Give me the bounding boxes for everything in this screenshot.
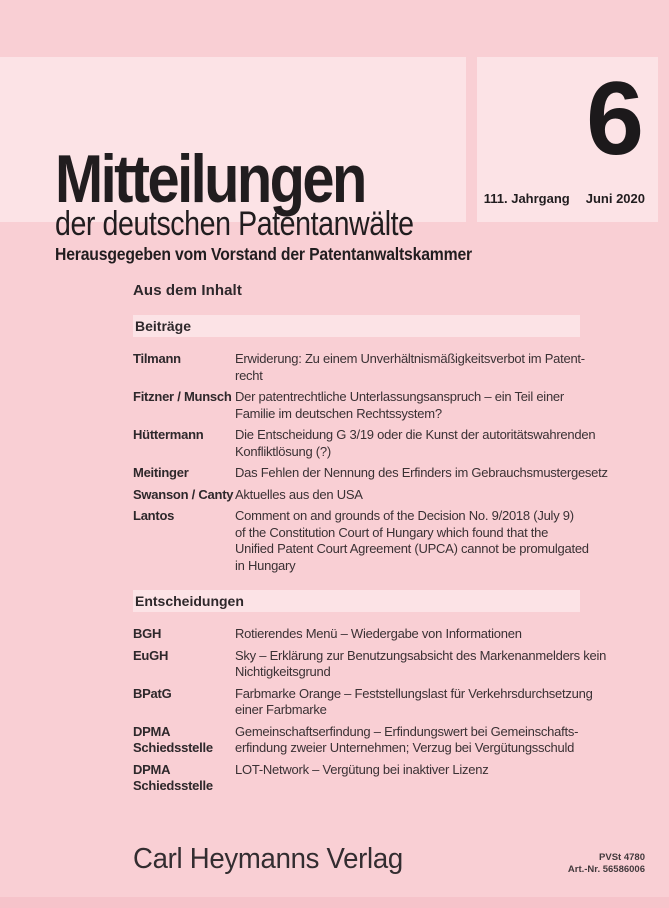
journal-publisher-line: Herausgegeben vom Vorstand der Patentanwaltskammer xyxy=(55,244,472,264)
toc-entry-author: Lantos xyxy=(133,508,175,523)
issue-volume: 111. Jahrgang xyxy=(483,191,570,206)
toc-entry xyxy=(133,762,580,795)
toc-entry-author: BPatG xyxy=(133,685,172,701)
section-entries-entscheidungen xyxy=(133,626,607,795)
toc-entry-title: Die Entscheidung G 3/19 oder die Kunst der autoritätswahrenden Konfliktlösung (?) xyxy=(235,427,596,459)
toc-entry-author: Fitzner / Munsch xyxy=(133,389,232,404)
toc-entry-title: Gemeinschaftserfindung – Erfindungswert bei Gemeinschafts- erfindung zweier Unternehmen; Verzug bei Vergütungsschuld xyxy=(235,723,579,755)
toc-entry-author: Tilmann xyxy=(133,351,181,366)
table-of-contents xyxy=(133,282,608,800)
toc-entry xyxy=(133,626,580,643)
toc-entry xyxy=(133,724,580,757)
bottom-edge-strip xyxy=(0,897,669,908)
toc-heading: Aus dem Inhalt xyxy=(133,282,242,299)
toc-entry-title: Rotierendes Menü – Wiedergabe von Informationen xyxy=(235,626,522,641)
toc-entry-title: Das Fehlen der Nennung des Erfinders im Gebrauchsmustergesetz xyxy=(235,465,608,480)
toc-entry-title: Aktuelles aus den USA xyxy=(235,486,363,502)
issue-date: Juni 2020 xyxy=(585,191,645,206)
toc-entry-title: LOT-Network – Vergütung bei inaktiver Lizenz xyxy=(235,761,489,777)
toc-entry-title: Sky – Erklärung zur Benutzungsabsicht des Markenanmelders kein Nichtigkeitsgrund xyxy=(235,647,607,679)
toc-entry xyxy=(133,487,580,504)
pvst-number: PVSt 4780 xyxy=(599,852,645,863)
toc-entry-author: Hüttermann xyxy=(133,427,204,442)
toc-entry xyxy=(133,465,608,482)
toc-entry xyxy=(133,389,580,422)
toc-entry xyxy=(133,685,593,719)
journal-title: Mitteilungen xyxy=(55,141,365,217)
article-number: Art.-Nr. 56586006 xyxy=(567,863,645,875)
section-band-entscheidungen xyxy=(133,590,580,612)
toc-entry-title: Farbmarke Orange – Feststellungslast für Verkehrsdurchsetzung einer Farbmarke xyxy=(235,685,593,717)
toc-entry xyxy=(133,508,589,574)
toc-entry-title: Erwiderung: Zu einem Unverhältnismäßigkeitsverbot im Patent- recht xyxy=(235,351,585,383)
publisher-name: Carl Heymanns Verlag xyxy=(133,843,403,875)
section-entries-beitraege xyxy=(133,351,608,574)
section-title: Entscheidungen xyxy=(135,593,244,609)
toc-entry-title: Der patentrechtliche Unterlassungsanspruch – ein Teil einer Familie im deutschen Rechtssystem? xyxy=(235,389,564,421)
masthead-issue-panel xyxy=(477,57,658,222)
toc-entry-author: DPMA Schiedsstelle xyxy=(133,723,213,755)
journal-subtitle: der deutschen Patentanwälte xyxy=(55,205,414,243)
toc-entry-author: DPMA Schiedsstelle xyxy=(133,761,213,793)
toc-entry xyxy=(133,427,596,460)
toc-entry xyxy=(133,351,585,384)
section-title: Beiträge xyxy=(135,318,192,334)
masthead-title-panel xyxy=(0,57,472,264)
toc-entry-author: EuGH xyxy=(133,647,169,663)
footer-codes xyxy=(568,852,645,875)
toc-entry-author: BGH xyxy=(133,626,162,641)
issue-number: 6 xyxy=(586,61,644,177)
issue-meta xyxy=(484,191,645,206)
toc-entry-title: Comment on and grounds of the Decision No. 9/2018 (July 9) of the Constitution Court of Hungary which found that the Unified Patent Court Agreement (UPCA) cannot be promulgated in Hungary xyxy=(235,508,589,573)
toc-entry-author: Meitinger xyxy=(133,465,189,480)
toc-entry-author: Swanson / Canty xyxy=(133,486,234,502)
section-band-beitraege xyxy=(133,315,580,337)
toc-entry xyxy=(133,647,607,681)
